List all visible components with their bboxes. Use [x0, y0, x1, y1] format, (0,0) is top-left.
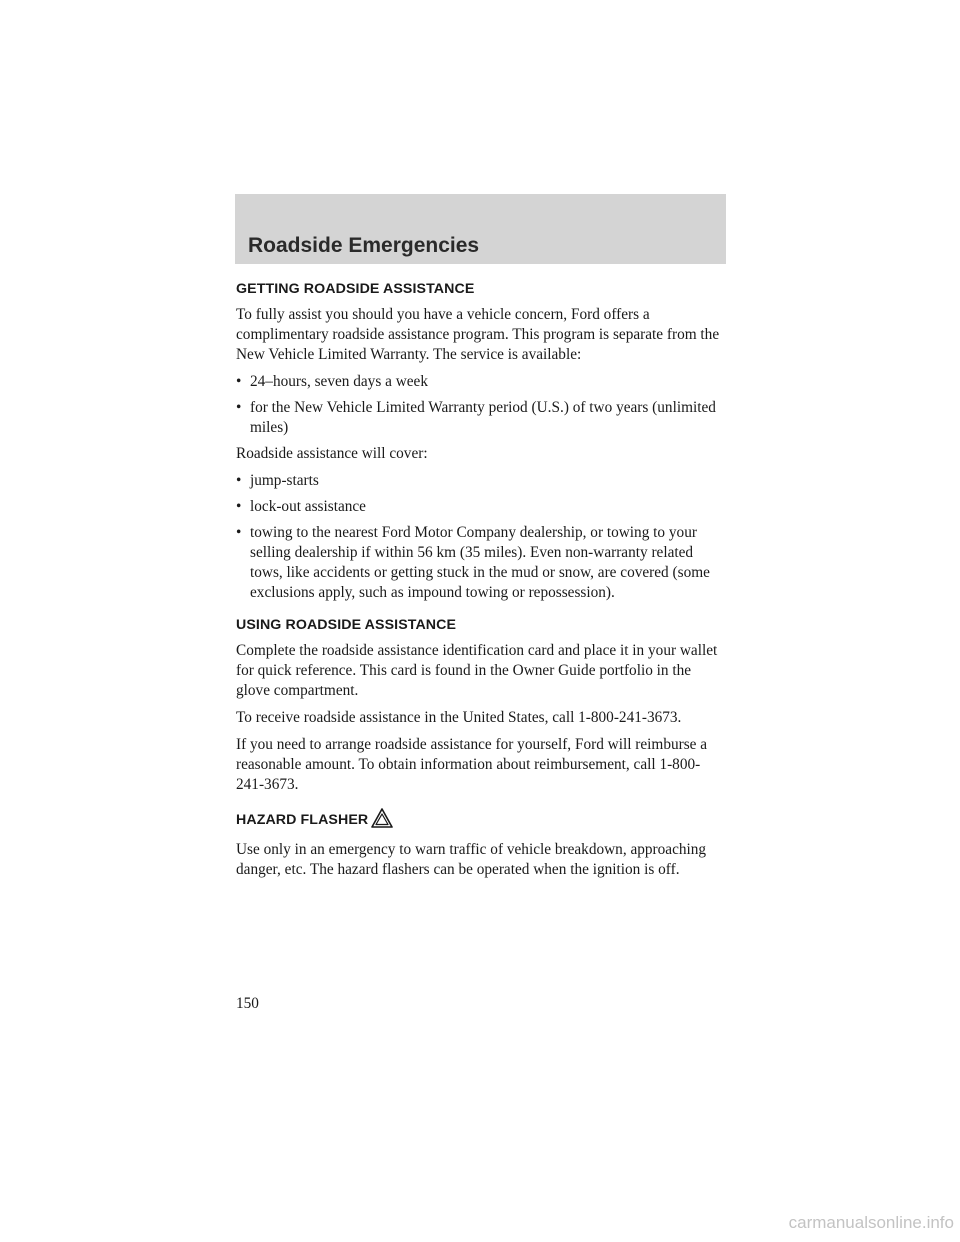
list-item-text: towing to the nearest Ford Motor Company dealership, or towing to your selling dealership if within 56 km (35 miles). Even non-warranty related tows, like accidents or getting stuck in the mud or snow, are covered (some exclusions apply, such as impound towing or repossession).: [250, 524, 710, 601]
page-content: [236, 280, 726, 893]
page-title: Roadside Emergencies: [248, 234, 480, 257]
coverage-list: [236, 471, 726, 603]
section-heading-row: [236, 808, 726, 833]
paragraph: To receive roadside assistance in the United States, call 1-800-241-3673.: [236, 709, 682, 726]
header-band: [235, 194, 726, 264]
section-heading: HAZARD FLASHER: [236, 812, 369, 828]
section-heading: USING ROADSIDE ASSISTANCE: [236, 617, 457, 633]
list-item-text: lock-out assistance: [250, 498, 366, 515]
page-number: 150: [236, 995, 259, 1012]
list-item-text: 24–hours, seven days a week: [250, 373, 428, 390]
bullet: •: [236, 399, 242, 416]
list-item-text: for the New Vehicle Limited Warranty period (U.S.) of two years (unlimited miles): [250, 399, 716, 436]
list-item-text: jump-starts: [250, 472, 319, 489]
section-using-roadside-assistance: [236, 616, 726, 795]
bullet: •: [236, 524, 242, 541]
list-item: [236, 398, 726, 438]
bullet: •: [236, 373, 242, 390]
availability-list: [236, 372, 726, 438]
list-item: [236, 523, 726, 603]
section-hazard-flasher: [236, 808, 726, 880]
paragraph: Complete the roadside assistance identification card and place it in your wallet for quick reference. This card is found in the Owner Guide portfolio in the glove compartment.: [236, 642, 718, 699]
paragraph: Roadside assistance will cover:: [236, 445, 428, 462]
paragraph: If you need to arrange roadside assistance for yourself, Ford will reimburse a reasonable amount. To obtain information about reimbursement, call 1-800-241-3673.: [236, 736, 708, 793]
list-item: [236, 497, 726, 517]
section-getting-roadside-assistance: [236, 280, 726, 603]
section-heading: GETTING ROADSIDE ASSISTANCE: [236, 281, 475, 297]
hazard-triangle-icon: [371, 808, 393, 833]
bullet: •: [236, 498, 242, 515]
paragraph: To fully assist you should you have a vehicle concern, Ford offers a complimentary roadside assistance program. This program is separate from the New Vehicle Limited Warranty. The service is available:: [236, 306, 720, 363]
list-item: [236, 471, 726, 491]
bullet: •: [236, 472, 242, 489]
paragraph: Use only in an emergency to warn traffic of vehicle breakdown, approaching danger, etc. The hazard flashers can be operated when the ignition is off.: [236, 841, 707, 878]
watermark: carmanualsonline.info: [788, 1213, 954, 1232]
list-item: [236, 372, 726, 392]
